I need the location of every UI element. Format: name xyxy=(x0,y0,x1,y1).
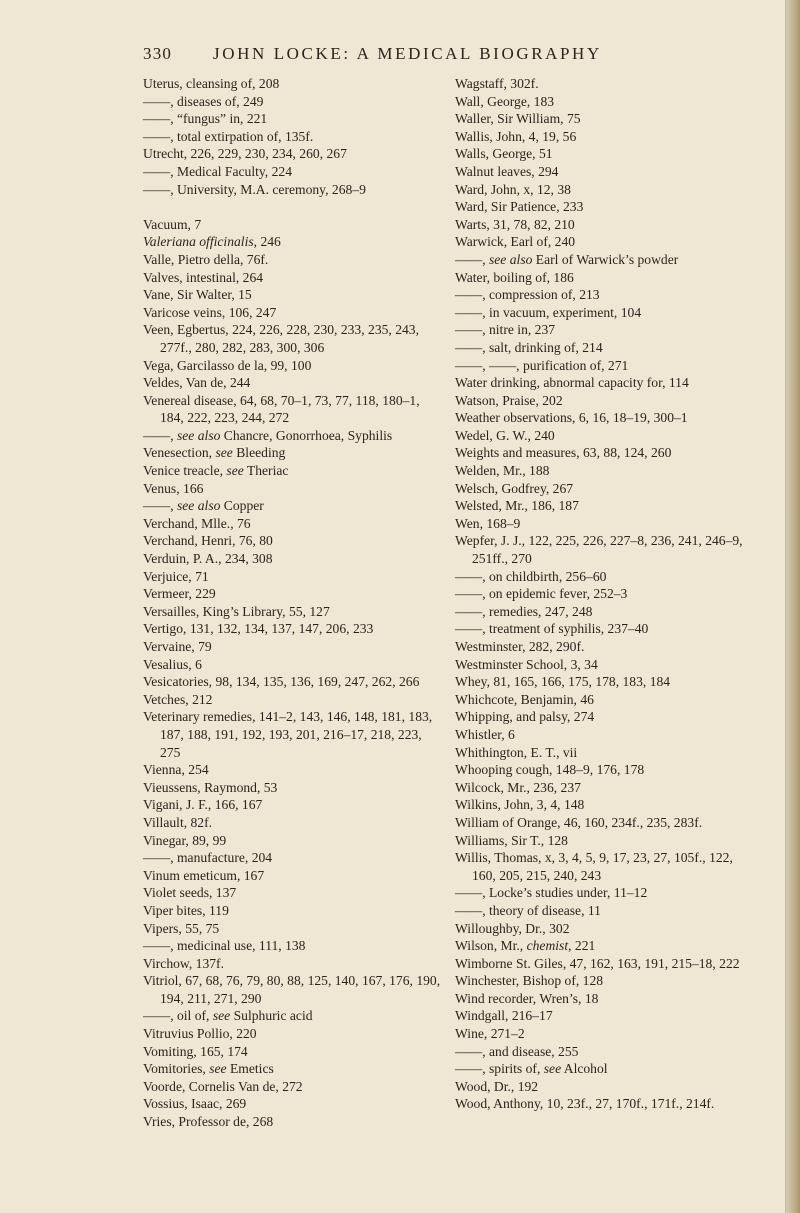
index-entry: Welsted, Mr., 186, 187 xyxy=(455,498,579,514)
index-entry: ——, see also Earl of Warwick’s powder xyxy=(455,251,679,267)
index-entry: ——, and disease, 255 xyxy=(455,1043,579,1059)
index-column-right xyxy=(455,75,755,1113)
index-entry: Vetches, 212 xyxy=(143,691,213,707)
index-entry: Wilson, Mr., chemist, 221 xyxy=(455,938,596,954)
section-gap xyxy=(143,198,443,216)
index-entry: Vomitories, see Emetics xyxy=(143,1061,274,1077)
index-entry: Wepfer, J. J., 122, 225, 226, 227–8, 236, 241, 246–9, 251ff., 270 xyxy=(455,533,743,567)
index-entry: Verchand, Henri, 76, 80 xyxy=(143,533,273,549)
index-entry: Wagstaff, 302f. xyxy=(455,76,539,91)
index-entry: Villault, 82f. xyxy=(143,814,213,830)
index-entry: ——, on childbirth, 256–60 xyxy=(455,568,607,584)
index-entry: Winchester, Bishop of, 128 xyxy=(455,973,604,989)
index-entry: Varicose veins, 106, 247 xyxy=(143,304,277,320)
index-entry: Waller, Sir William, 75 xyxy=(455,111,581,127)
index-entry: Veen, Egbertus, 224, 226, 228, 230, 233, 235, 243, 277f., 280, 282, 283, 300, 306 xyxy=(143,322,420,355)
index-entry: Venereal disease, 64, 68, 70–1, 73, 77, 118, 180–1, 184, 222, 223, 244, 272 xyxy=(143,392,420,426)
index-entry: Wallis, John, 4, 19, 56 xyxy=(455,128,577,144)
index-entry: Verchand, Mlle., 76 xyxy=(143,515,251,531)
index-entry: ——, compression of, 213 xyxy=(455,287,600,303)
index-entry: Vane, Sir Walter, 15 xyxy=(143,287,252,303)
index-entry: Willoughby, Dr., 302 xyxy=(455,920,570,936)
index-entry: Whey, 81, 165, 166, 175, 178, 183, 184 xyxy=(455,674,671,690)
index-entry: Wedel, G. W., 240 xyxy=(455,427,555,443)
index-entry: William of Orange, 46, 160, 234f., 235, 283f. xyxy=(455,814,703,830)
index-entry: Vomiting, 165, 174 xyxy=(143,1043,248,1059)
index-entry: Venice treacle, see Theriac xyxy=(143,463,289,479)
index-entry: Ward, Sir Patience, 233 xyxy=(455,199,584,215)
index-entry: Valeriana officinalis, 246 xyxy=(143,234,281,250)
index-entry: Vienna, 254 xyxy=(143,762,209,778)
index-entry: Vega, Garcilasso de la, 99, 100 xyxy=(143,357,312,373)
index-entry: Weather observations, 6, 16, 18–19, 300–1 xyxy=(455,410,688,426)
running-header xyxy=(143,44,700,64)
index-entry: Viper bites, 119 xyxy=(143,902,229,918)
index-entry: Wood, Dr., 192 xyxy=(455,1078,539,1094)
index-entry: Veldes, Van de, 244 xyxy=(143,375,251,391)
index-entry: Wind recorder, Wren’s, 18 xyxy=(455,990,599,1006)
index-entry: Whooping cough, 148–9, 176, 178 xyxy=(455,762,645,778)
index-entry: ——, on epidemic fever, 252–3 xyxy=(455,586,628,602)
index-entry: Vossius, Isaac, 269 xyxy=(143,1096,247,1112)
index-entry: Warwick, Earl of, 240 xyxy=(455,234,576,250)
index-entry: Wilkins, John, 3, 4, 148 xyxy=(455,797,585,813)
index-entry: Vesicatories, 98, 134, 135, 136, 169, 247, 262, 266 xyxy=(143,674,420,690)
index-entry: Water drinking, abnormal capacity for, 114 xyxy=(455,375,689,391)
index-entry: Verduin, P. A., 234, 308 xyxy=(143,551,273,567)
index-entry: Venesection, see Bleeding xyxy=(143,445,286,461)
index-entry: Vinegar, 89, 99 xyxy=(143,832,227,848)
index-entry: Vieussens, Raymond, 53 xyxy=(143,779,278,795)
index-entry: Westminster, 282, 290f. xyxy=(455,639,585,654)
index-entry: ——, ——, purification of, 271 xyxy=(455,357,629,373)
index-entry: Vertigo, 131, 132, 134, 137, 147, 206, 233 xyxy=(143,621,374,637)
index-entry: Water, boiling of, 186 xyxy=(455,269,574,285)
index-entry: ——, see also Chancre, Gonorrhoea, Syphilis xyxy=(143,427,393,443)
index-entry: Uterus, cleansing of, 208 xyxy=(143,76,280,91)
index-entry: ——, see also Copper xyxy=(143,498,264,514)
index-entry: ——, manufacture, 204 xyxy=(143,850,273,866)
index-entry: Wine, 271–2 xyxy=(455,1026,525,1042)
index-entry: Versailles, King’s Library, 55, 127 xyxy=(143,603,330,619)
index-entry: ——, total extirpation of, 135f. xyxy=(143,128,314,144)
index-entry: ——, theory of disease, 11 xyxy=(455,902,601,918)
index-entry: Violet seeds, 137 xyxy=(143,885,237,901)
index-entry: Whichcote, Benjamin, 46 xyxy=(455,691,594,707)
index-entry: Warts, 31, 78, 82, 210 xyxy=(455,216,575,232)
index-entry: Walls, George, 51 xyxy=(455,146,553,162)
index-entry: ——, medicinal use, 111, 138 xyxy=(143,938,306,954)
index-entry: ——, nitre in, 237 xyxy=(455,322,556,338)
index-entry: ——, treatment of syphilis, 237–40 xyxy=(455,621,649,637)
index-entry: ——, diseases of, 249 xyxy=(143,93,264,109)
index-entry: Vervaine, 79 xyxy=(143,639,212,654)
index-entry: Valves, intestinal, 264 xyxy=(143,269,264,285)
index-entry: ——, remedies, 247, 248 xyxy=(455,603,593,619)
index-entry: Vigani, J. F., 166, 167 xyxy=(143,797,263,813)
index-entry: Westminster School, 3, 34 xyxy=(455,656,598,672)
index-entry: Windgall, 216–17 xyxy=(455,1008,553,1024)
index-column-left xyxy=(143,75,443,1131)
index-entry: Vitruvius Pollio, 220 xyxy=(143,1026,257,1042)
index-entry: Welsch, Godfrey, 267 xyxy=(455,480,574,496)
index-entry: Watson, Praise, 202 xyxy=(455,392,563,408)
index-entry: Weights and measures, 63, 88, 124, 260 xyxy=(455,445,672,461)
index-entry: Wall, George, 183 xyxy=(455,93,555,109)
index-entry: Vipers, 55, 75 xyxy=(143,920,220,936)
index-entry: Williams, Sir T., 128 xyxy=(455,832,568,848)
index-entry: Virchow, 137f. xyxy=(143,955,224,971)
index-entry: Wood, Anthony, 10, 23f., 27, 170f., 171f., 214f. xyxy=(455,1096,715,1112)
index-entry: Vesalius, 6 xyxy=(143,656,202,672)
index-entry: Ward, John, x, 12, 38 xyxy=(455,181,571,197)
index-entry: Valle, Pietro della, 76f. xyxy=(143,251,269,267)
page-edge xyxy=(786,0,800,1213)
index-entry: Venus, 166 xyxy=(143,480,204,496)
index-entry: Wilcock, Mr., 236, 237 xyxy=(455,779,581,795)
index-entry: Vacuum, 7 xyxy=(143,216,202,232)
index-entry: Whithington, E. T., vii xyxy=(455,744,578,760)
index-entry: Walnut leaves, 294 xyxy=(455,163,559,179)
index-entry: Whipping, and palsy, 274 xyxy=(455,709,595,725)
index-entry: ——, oil of, see Sulphuric acid xyxy=(143,1008,313,1024)
index-entry: Wimborne St. Giles, 47, 162, 163, 191, 215–18, 222 xyxy=(455,955,740,971)
index-entry: Vitriol, 67, 68, 76, 79, 80, 88, 125, 140, 167, 176, 190, 194, 211, 271, 290 xyxy=(143,973,441,1006)
index-entry: Welden, Mr., 188 xyxy=(455,463,550,479)
index-entry: ——, spirits of, see Alcohol xyxy=(455,1061,608,1077)
index-entry: Willis, Thomas, x, 3, 4, 5, 9, 17, 23, 27, 105f., 122, 160, 205, 215, 240, 243 xyxy=(455,850,733,883)
index-entry: ——, in vacuum, experiment, 104 xyxy=(455,304,642,320)
index-entry: Verjuice, 71 xyxy=(143,568,209,584)
index-entry: Vries, Professor de, 268 xyxy=(143,1114,274,1130)
running-title: JOHN LOCKE: A MEDICAL BIOGRAPHY xyxy=(213,44,602,63)
index-entry: Wen, 168–9 xyxy=(455,515,521,531)
index-entry: Vinum emeticum, 167 xyxy=(143,867,265,883)
index-entry: ——, Medical Faculty, 224 xyxy=(143,163,292,179)
index-entry: Whistler, 6 xyxy=(455,726,515,742)
index-entry: Veterinary remedies, 141–2, 143, 146, 148, 181, 183, 187, 188, 191, 192, 193, 201, 216–17, 218, 223, 275 xyxy=(143,709,433,760)
index-entry: ——, salt, drinking of, 214 xyxy=(455,339,603,355)
index-entry: Vermeer, 229 xyxy=(143,586,216,602)
index-entry: ——, Locke’s studies under, 11–12 xyxy=(455,885,648,901)
index-entry: Voorde, Cornelis Van de, 272 xyxy=(143,1078,303,1094)
page-number: 330 xyxy=(143,44,173,63)
index-entry: ——, “fungus” in, 221 xyxy=(143,111,268,127)
index-entry: Utrecht, 226, 229, 230, 234, 260, 267 xyxy=(143,146,347,162)
index-entry: ——, University, M.A. ceremony, 268–9 xyxy=(143,181,366,197)
